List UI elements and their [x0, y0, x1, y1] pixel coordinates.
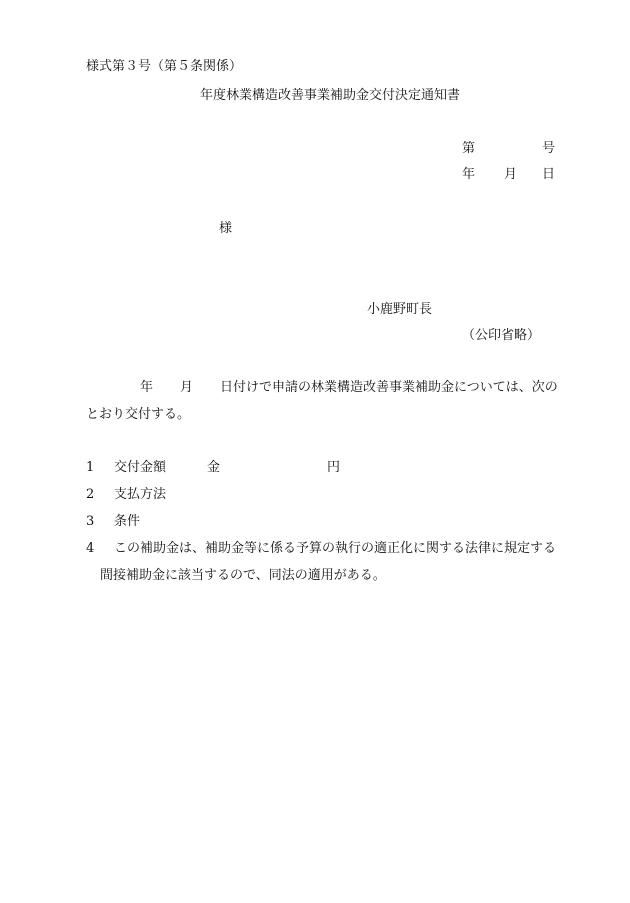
- amount-yen: 円: [327, 460, 341, 475]
- form-number: 様式第３号（第５条関係）: [86, 59, 243, 74]
- item-number: 4: [86, 541, 95, 556]
- item-number: 1: [86, 460, 95, 475]
- item-label-conditions: 条件: [114, 514, 141, 529]
- addressee-suffix: 様: [219, 221, 233, 236]
- list-item: [86, 542, 576, 582]
- body-line2: とおり交付する。: [86, 407, 191, 422]
- item-4-line2: 間接補助金に該当するので、同法の適用がある。: [100, 568, 386, 583]
- amount-kin: 金: [207, 460, 221, 475]
- list-item: [86, 515, 576, 531]
- body-paragraph: [86, 375, 576, 425]
- list-item: [86, 461, 576, 477]
- document-number: [462, 142, 557, 156]
- item-4-line1: この補助金は、補助金等に係る予算の執行の適正化に関する法律に規定する: [114, 541, 557, 556]
- date-year: 年: [462, 167, 476, 182]
- date-day: 日: [542, 167, 556, 182]
- date-month: 月: [504, 167, 518, 182]
- seal-note: （公印省略）: [462, 328, 541, 343]
- issuer-name: 小鹿野町長: [367, 302, 433, 317]
- item-label-amount: 交付金額: [114, 460, 167, 475]
- item-label-payment: 支払方法: [114, 487, 167, 502]
- body-line1-rest: 日付けで申請の林業構造改善事業補助金については、次の: [220, 380, 558, 395]
- doc-number-go: 号: [542, 141, 556, 156]
- body-year: 年: [140, 380, 154, 395]
- list-item: [86, 488, 576, 504]
- doc-number-dai: 第: [462, 141, 476, 156]
- body-month: 月: [180, 380, 194, 395]
- document-date: [462, 168, 557, 182]
- item-number: 3: [86, 514, 95, 529]
- item-number: 2: [86, 487, 95, 502]
- document-title: 年度林業構造改善事業補助金交付決定通知書: [200, 88, 461, 103]
